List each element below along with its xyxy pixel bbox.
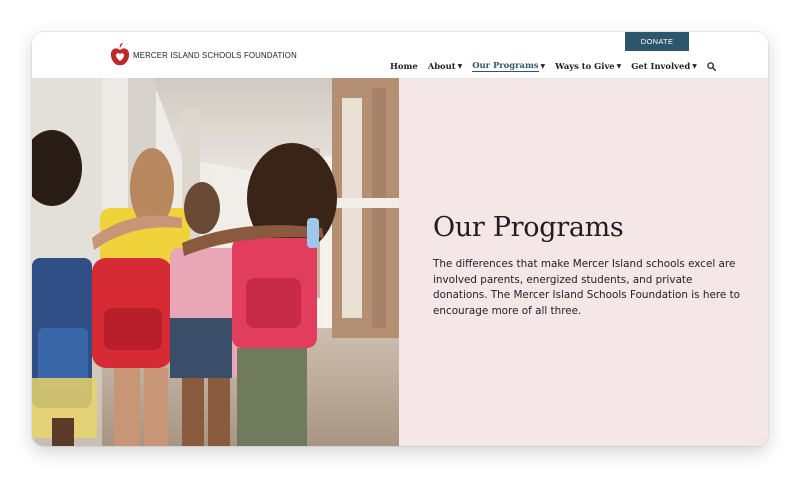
site-logo[interactable]	[110, 43, 311, 67]
nav-item-about[interactable]	[428, 61, 463, 71]
caret-down-icon: ▼	[616, 62, 622, 70]
site-logo-text: MERCER ISLAND SCHOOLS FOUNDATION	[133, 50, 297, 60]
hero-text-panel	[399, 78, 768, 446]
caret-down-icon: ▼	[692, 62, 697, 70]
nav-item-label: Our Programs	[472, 60, 539, 70]
search-icon[interactable]	[707, 62, 716, 71]
main-nav	[390, 60, 716, 72]
hero-section	[32, 78, 768, 446]
hero-photo-illustration	[32, 78, 399, 446]
nav-item-label: Get Involved	[631, 61, 691, 71]
nav-item-label: About	[427, 61, 456, 71]
nav-item-ways-to-give[interactable]	[555, 61, 621, 71]
page-title: Our Programs	[433, 212, 624, 243]
site-header	[32, 32, 768, 78]
hero-photo-children-hallway	[32, 78, 399, 446]
apple-heart-icon	[110, 43, 130, 67]
caret-down-icon: ▼	[540, 62, 546, 70]
nav-item-label: Ways to Give	[555, 61, 615, 71]
donate-button[interactable]: DONATE	[625, 32, 689, 51]
hero-description: The differences that make Mercer Island schools excel are involved parents, energized students, and private donations. The Mercer Island Schools Foundation is here to encourage more of all three.	[433, 258, 741, 317]
nav-item-our-programs[interactable]	[472, 60, 545, 72]
browser-frame	[32, 32, 768, 446]
nav-item-label: Home	[390, 61, 418, 71]
nav-item-get-involved[interactable]	[631, 61, 697, 71]
caret-down-icon: ▼	[457, 62, 463, 70]
nav-item-home[interactable]	[390, 61, 418, 71]
